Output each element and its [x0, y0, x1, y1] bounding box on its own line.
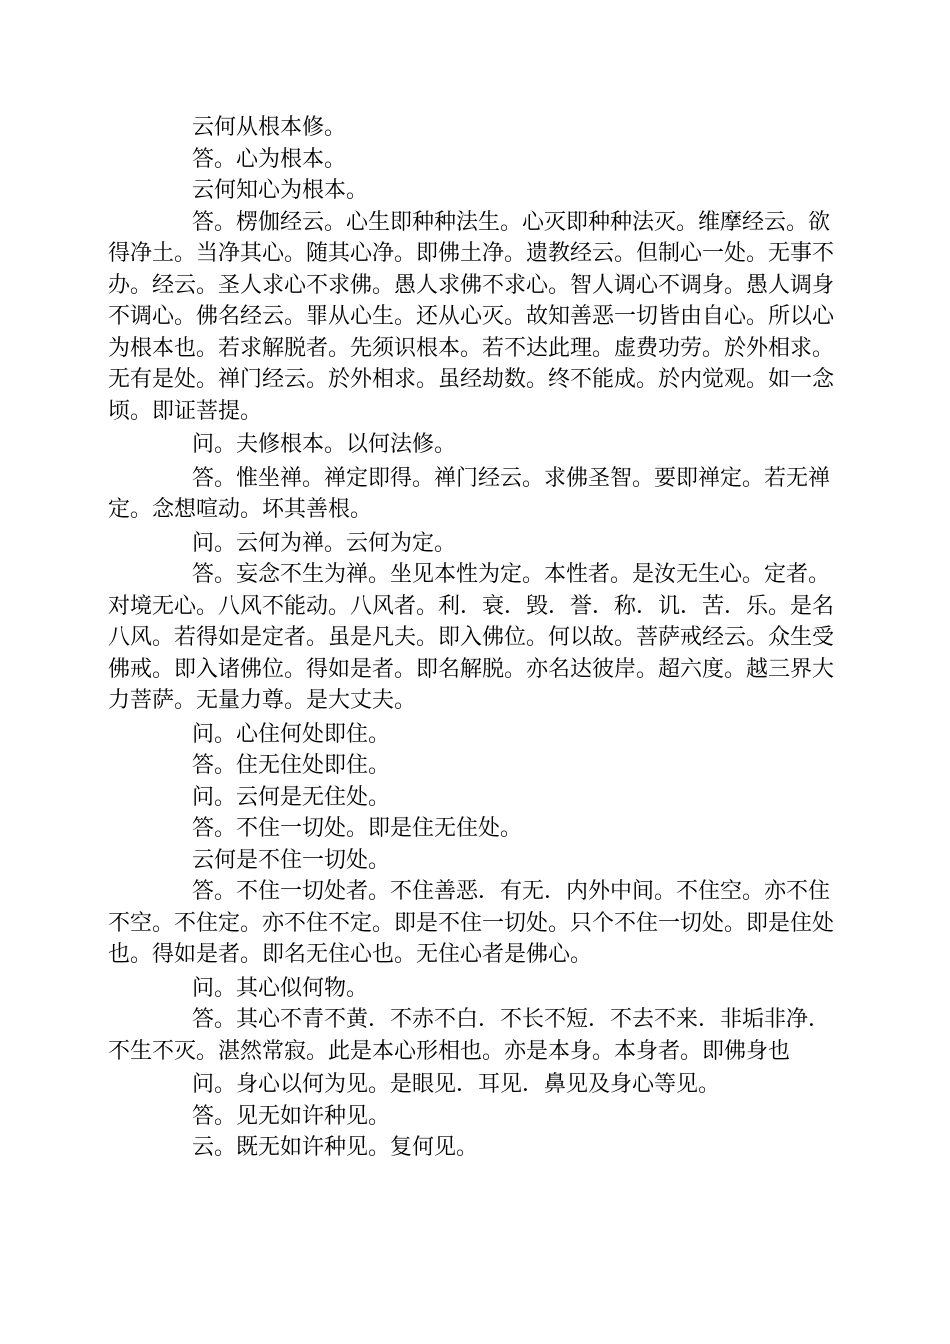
paragraph: 答。心为根本。 [192, 146, 347, 172]
paragraph: 答。妄念不生为禅。坐见本性为定。本性者。是汝无生心。定者。对境无心。八风不能动。八风者。利．衰．毁．誉．称．讥．苦．乐。是名八风。若得如是定者。虽是凡夫。即入佛位。何以故。菩萨戒经云。众生受佛戒。即入诸佛位。得如是者。即名解脱。亦名达彼岸。超六度。越三界大力菩萨。无量力尊。是大丈夫。 [108, 562, 835, 713]
paragraph: 答。其心不青不黄．不赤不白．不长不短．不去不来．非垢非净．不生不灭。湛然常寂。此是本心形相也。亦是本身。本身者。即佛身也 [108, 1007, 831, 1064]
paragraph: 云何知心为根本。 [192, 178, 369, 203]
paragraph: 问。夫修根本。以何法修。 [192, 432, 457, 457]
paragraph: 答。楞伽经云。心生即种种法生。心灭即种种法灭。维摩经云。欲得净土。当净其心。随其心净。即佛土净。遗教经云。但制心一处。无事不办。经云。圣人求心不求佛。愚人求佛不求心。智人调心不调身。愚人调身不调心。佛名经云。罪从心生。还从心灭。故知善恶一切皆由自心。所以心为根本也。若求解脱者。先须识根本。若不达此理。虚费功劳。於外相求。无有是处。禅门经云。於外相求。虽经劫数。终不能成。於内觉观。如一念顷。即证菩提。 [108, 209, 835, 424]
paragraph: 答。见无如许种见。 [192, 1103, 391, 1129]
paragraph: 问。其心似何物。 [192, 975, 369, 1001]
document-body [108, 112, 846, 1164]
paragraph: 答。住无住处即住。 [192, 753, 391, 778]
paragraph: 答。不住一切处。即是住无住处。 [192, 816, 523, 841]
paragraph: 云何从根本修。 [192, 115, 347, 140]
paragraph: 问。云何是无住处。 [192, 784, 391, 810]
paragraph: 问。心住何处即住。 [192, 721, 391, 747]
paragraph: 问。身心以何为见。是眼见．耳见．鼻见及身心等见。 [192, 1072, 721, 1097]
paragraph: 云。既无如许种见。复何见。 [192, 1135, 479, 1160]
paragraph: 问。云何为禅。云何为定。 [192, 530, 457, 556]
paragraph: 云何是不住一切处。 [192, 847, 391, 873]
paragraph: 答。不住一切处者。不住善恶．有无．内外中间。不住空。亦不住不空。不住定。亦不住不定。即是不住一切处。只个不住一切处。即是住处也。得如是者。即名无住心也。无住心者是佛心。 [108, 879, 835, 967]
paragraph: 答。惟坐禅。禅定即得。禅门经云。求佛圣智。要即禅定。若无禅定。念想喧动。坏其善根。 [108, 465, 831, 522]
